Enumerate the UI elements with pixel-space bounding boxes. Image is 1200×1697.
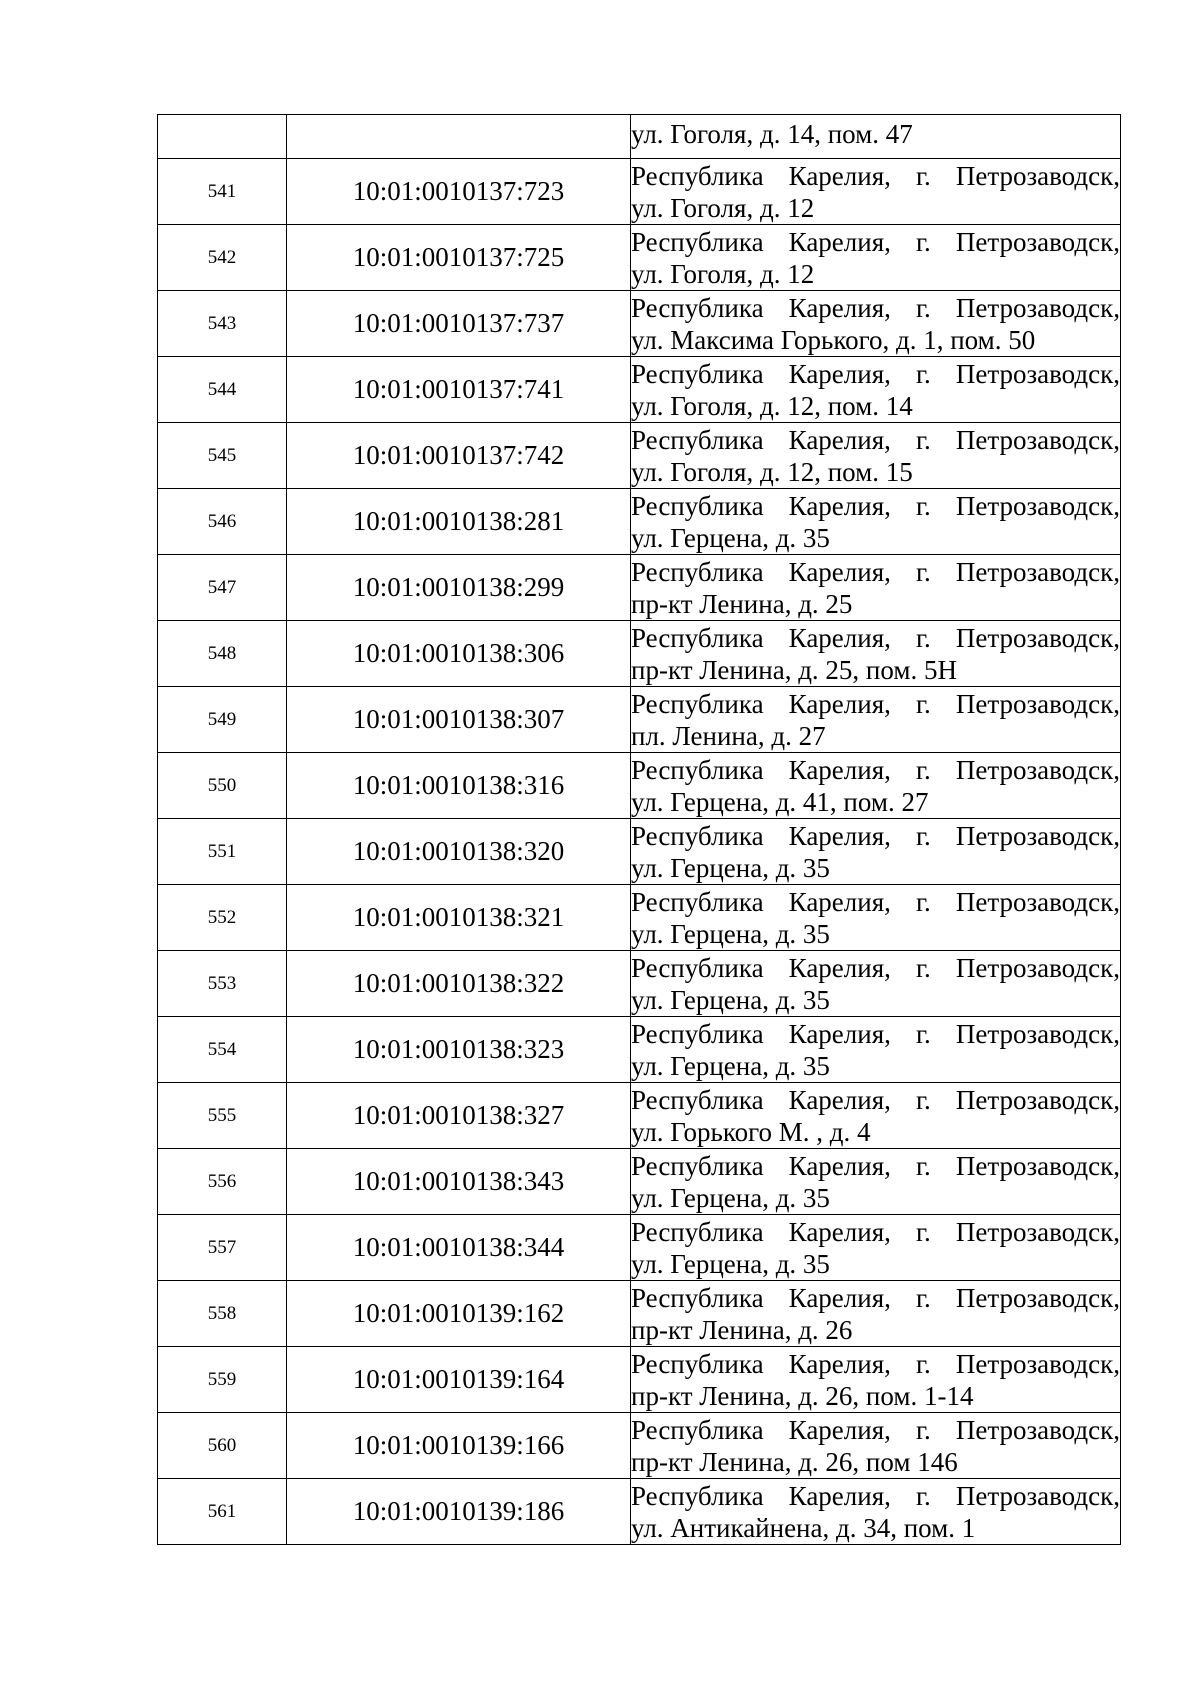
address-line-1: Республика Карелия, г. Петрозаводск,: [631, 1414, 1120, 1445]
cadastral-number: [287, 115, 631, 159]
table-row: [158, 159, 1121, 225]
address-line-2: ул. Горького М. , д. 4: [631, 1116, 871, 1147]
address-line-1: Республика Карелия, г. Петрозаводск,: [631, 1018, 1120, 1049]
address-line-2: ул. Максима Горького, д. 1, пом. 50: [631, 324, 1036, 355]
row-number: 542: [158, 225, 287, 291]
property-registry-table: [157, 114, 1121, 1545]
address-cell: [631, 423, 1121, 489]
address-line-2: ул. Герцена, д. 41, пом. 27: [631, 786, 929, 817]
address-cell: [631, 1215, 1121, 1281]
cadastral-number: 10:01:0010138:327: [287, 1083, 631, 1149]
table-row: [158, 225, 1121, 291]
address-cell: [631, 225, 1121, 291]
registry-body: [158, 115, 1121, 1545]
row-number: 546: [158, 489, 287, 555]
row-number: 559: [158, 1347, 287, 1413]
address-line-1: Республика Карелия, г. Петрозаводск,: [631, 820, 1120, 851]
cadastral-number: 10:01:0010138:343: [287, 1149, 631, 1215]
table-row: [158, 291, 1121, 357]
address-cell: [631, 555, 1121, 621]
address-line-2: ул. Гоголя, д. 12: [631, 192, 815, 223]
address-line-1: Республика Карелия, г. Петрозаводск,: [631, 1084, 1120, 1115]
address-line-2: ул. Гоголя, д. 14, пом. 47: [631, 119, 913, 149]
table-row: [158, 951, 1121, 1017]
row-number: 541: [158, 159, 287, 225]
address-line-1: Республика Карелия, г. Петрозаводск,: [631, 688, 1120, 719]
table-row: [158, 555, 1121, 621]
address-line-1: Республика Карелия, г. Петрозаводск,: [631, 886, 1120, 917]
address-line-2: пр-кт Ленина, д. 25, пом. 5Н: [631, 654, 957, 685]
address-line-1: Республика Карелия, г. Петрозаводск,: [631, 292, 1120, 323]
table-row: [158, 357, 1121, 423]
address-line-1: Республика Карелия, г. Петрозаводск,: [631, 622, 1120, 653]
row-number: 549: [158, 687, 287, 753]
cadastral-number: 10:01:0010139:186: [287, 1479, 631, 1545]
address-cell: [631, 951, 1121, 1017]
address-line-2: пр-кт Ленина, д. 26, пом 146: [631, 1446, 958, 1477]
table-row: [158, 423, 1121, 489]
cadastral-number: 10:01:0010137:742: [287, 423, 631, 489]
address-cell: [631, 159, 1121, 225]
table-row: [158, 885, 1121, 951]
cadastral-number: 10:01:0010138:344: [287, 1215, 631, 1281]
address-line-1: Республика Карелия, г. Петрозаводск,: [631, 1480, 1120, 1511]
table-row: [158, 1413, 1121, 1479]
address-line-2: ул. Герцена, д. 35: [631, 918, 830, 949]
address-cell: [631, 1149, 1121, 1215]
address-cell: [631, 885, 1121, 951]
address-cell: [631, 115, 1121, 159]
row-number: 547: [158, 555, 287, 621]
address-cell: [631, 489, 1121, 555]
cadastral-number: 10:01:0010138:323: [287, 1017, 631, 1083]
address-line-1: Республика Карелия, г. Петрозаводск,: [631, 424, 1120, 455]
address-line-1: Республика Карелия, г. Петрозаводск,: [631, 1216, 1120, 1247]
row-number: 543: [158, 291, 287, 357]
cadastral-number: 10:01:0010137:737: [287, 291, 631, 357]
address-cell: [631, 819, 1121, 885]
cadastral-number: 10:01:0010137:723: [287, 159, 631, 225]
row-number: 544: [158, 357, 287, 423]
address-line-2: ул. Гоголя, д. 12, пом. 15: [631, 456, 913, 487]
row-number: 554: [158, 1017, 287, 1083]
row-number: 548: [158, 621, 287, 687]
address-line-2: ул. Герцена, д. 35: [631, 1248, 830, 1279]
address-line-1: Республика Карелия, г. Петрозаводск,: [631, 160, 1120, 191]
address-cell: [631, 621, 1121, 687]
cadastral-number: 10:01:0010138:316: [287, 753, 631, 819]
address-cell: [631, 1281, 1121, 1347]
table-row: [158, 1017, 1121, 1083]
row-number: 551: [158, 819, 287, 885]
cadastral-number: 10:01:0010138:307: [287, 687, 631, 753]
cadastral-number: 10:01:0010139:166: [287, 1413, 631, 1479]
row-number: 550: [158, 753, 287, 819]
address-line-2: ул. Герцена, д. 35: [631, 984, 830, 1015]
address-line-2: ул. Герцена, д. 35: [631, 1050, 830, 1081]
cadastral-number: 10:01:0010138:322: [287, 951, 631, 1017]
address-line-1: Республика Карелия, г. Петрозаводск,: [631, 952, 1120, 983]
address-cell: [631, 291, 1121, 357]
address-line-2: ул. Герцена, д. 35: [631, 1182, 830, 1213]
table-row: [158, 753, 1121, 819]
cadastral-number: 10:01:0010138:320: [287, 819, 631, 885]
address-line-2: ул. Герцена, д. 35: [631, 852, 830, 883]
table-row-continuation: [158, 115, 1121, 159]
address-cell: [631, 357, 1121, 423]
address-cell: [631, 1347, 1121, 1413]
table-row: [158, 1281, 1121, 1347]
cadastral-number: 10:01:0010138:306: [287, 621, 631, 687]
address-cell: [631, 1413, 1121, 1479]
table-row: [158, 1149, 1121, 1215]
cadastral-number: 10:01:0010139:162: [287, 1281, 631, 1347]
address-line-1: Республика Карелия, г. Петрозаводск,: [631, 1282, 1120, 1313]
address-line-1: Республика Карелия, г. Петрозаводск,: [631, 556, 1120, 587]
row-number: 560: [158, 1413, 287, 1479]
address-line-2: ул. Антикайнена, д. 34, пом. 1: [631, 1512, 976, 1543]
address-line-1: Республика Карелия, г. Петрозаводск,: [631, 754, 1120, 785]
row-number: 561: [158, 1479, 287, 1545]
cadastral-number: 10:01:0010138:321: [287, 885, 631, 951]
address-line-2: ул. Гоголя, д. 12: [631, 258, 815, 289]
address-line-2: пл. Ленина, д. 27: [631, 720, 826, 751]
table-row: [158, 1083, 1121, 1149]
cadastral-number: 10:01:0010138:281: [287, 489, 631, 555]
address-line-1: Республика Карелия, г. Петрозаводск,: [631, 1348, 1120, 1379]
address-cell: [631, 1083, 1121, 1149]
row-number: 553: [158, 951, 287, 1017]
address-line-2: пр-кт Ленина, д. 26: [631, 1314, 853, 1345]
row-number: 558: [158, 1281, 287, 1347]
table-row: [158, 489, 1121, 555]
address-line-1: Республика Карелия, г. Петрозаводск,: [631, 1150, 1120, 1181]
address-cell: [631, 1479, 1121, 1545]
row-number: [158, 115, 287, 159]
table-row: [158, 819, 1121, 885]
table-row: [158, 1347, 1121, 1413]
table-row: [158, 1215, 1121, 1281]
row-number: 555: [158, 1083, 287, 1149]
address-line-1: Республика Карелия, г. Петрозаводск,: [631, 490, 1120, 521]
cadastral-number: 10:01:0010137:741: [287, 357, 631, 423]
address-line-2: пр-кт Ленина, д. 25: [631, 588, 853, 619]
address-cell: [631, 687, 1121, 753]
address-line-2: ул. Герцена, д. 35: [631, 522, 830, 553]
table-row: [158, 621, 1121, 687]
address-line-1: Республика Карелия, г. Петрозаводск,: [631, 358, 1120, 389]
cadastral-number: 10:01:0010137:725: [287, 225, 631, 291]
row-number: 557: [158, 1215, 287, 1281]
address-cell: [631, 1017, 1121, 1083]
cadastral-number: 10:01:0010139:164: [287, 1347, 631, 1413]
address-line-2: пр-кт Ленина, д. 26, пом. 1-14: [631, 1380, 974, 1411]
address-line-1: Республика Карелия, г. Петрозаводск,: [631, 226, 1120, 257]
table-row: [158, 687, 1121, 753]
address-line-2: ул. Гоголя, д. 12, пом. 14: [631, 390, 913, 421]
row-number: 556: [158, 1149, 287, 1215]
address-cell: [631, 753, 1121, 819]
row-number: 552: [158, 885, 287, 951]
cadastral-number: 10:01:0010138:299: [287, 555, 631, 621]
table-row: [158, 1479, 1121, 1545]
row-number: 545: [158, 423, 287, 489]
